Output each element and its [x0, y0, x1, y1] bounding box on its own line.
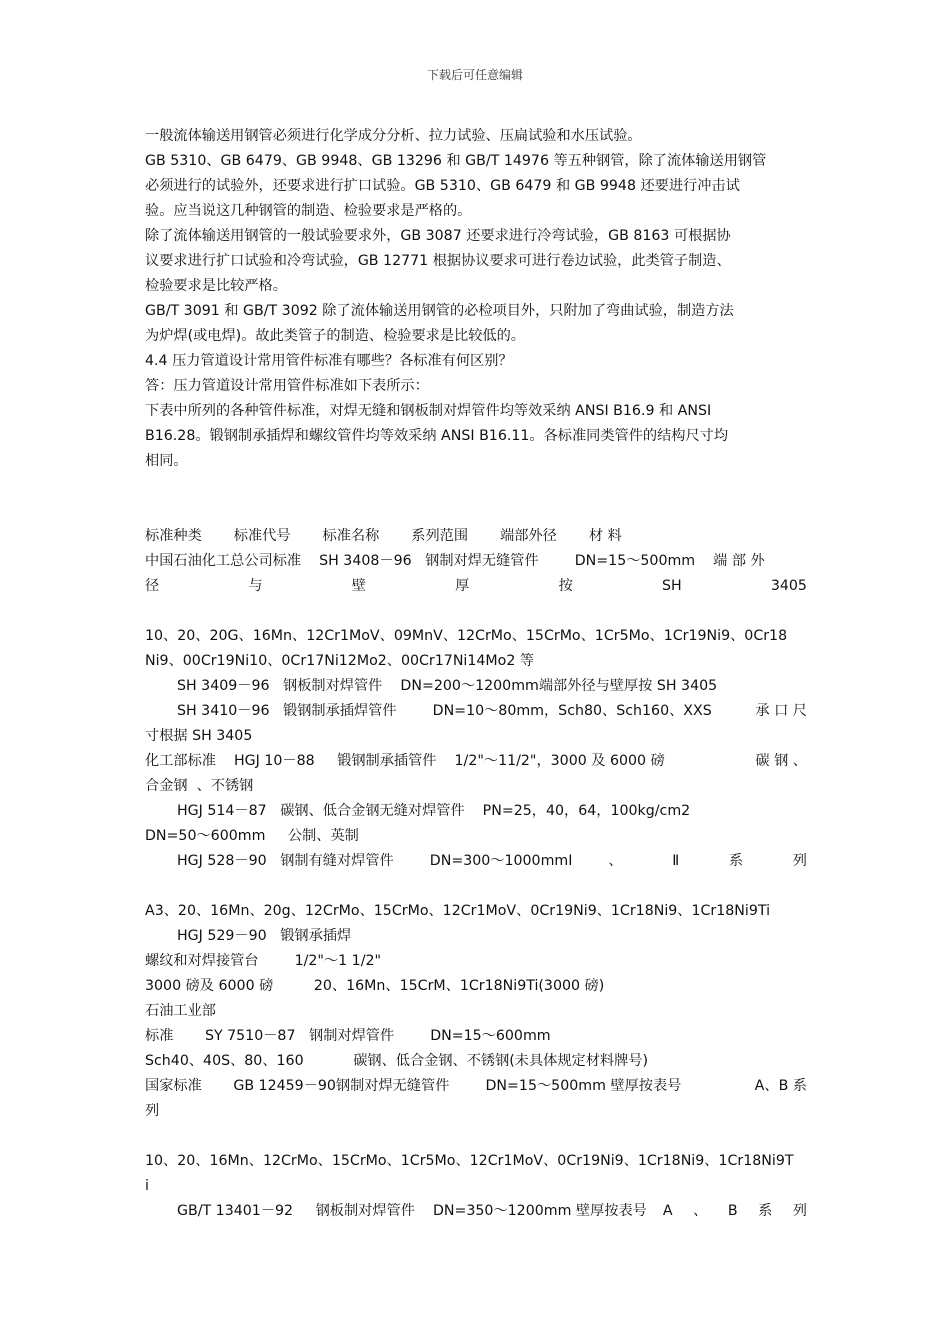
table-row	[145, 849, 807, 874]
row-left-text: 国家标准 GB 12459－90钢制对焊无缝管件 DN=15～500mm 壁厚按表号	[145, 1078, 682, 1094]
table-header-cell: 系列范围	[411, 528, 469, 544]
answer-line: 答：压力管道设计常用管件标准如下表所示：	[145, 378, 429, 394]
table-row: 10、20、20G、16Mn、12Cr1MoV、09MnV、12CrMo、15CrMo、1Cr5Mo、1Cr19Ni9、0Cr18	[145, 628, 788, 644]
table-row: 螺纹和对焊接管台 1/2"～1 1/2"	[145, 953, 382, 969]
justified-word: 系	[758, 1203, 773, 1219]
justified-word: 与	[248, 578, 263, 594]
table-row: 3000 磅及 6000 磅 20、16Mn、15CrM、1Cr18Ni9Ti(3000 磅)	[145, 978, 605, 994]
justified-word: 、	[608, 853, 623, 869]
row-right-text: A、B 系	[754, 1078, 807, 1094]
table-header-cell: 标准代号	[233, 528, 291, 544]
paragraph-line: B16.28。锻钢制承插焊和螺纹管件均等效采纳 ANSI B16.11。各标准同类管件的结构尺寸均	[145, 428, 729, 444]
table-row: 10、20、16Mn、12CrMo、15CrMo、1Cr5Mo、12Cr1MoV、0Cr19Ni9、1Cr18Ni9、1Cr18Ni9T	[145, 1153, 794, 1169]
table-row	[145, 699, 807, 724]
justified-word: 3405	[770, 578, 807, 594]
page-header: 下载后可任意编辑	[426, 68, 523, 82]
justified-word: A	[662, 1203, 673, 1219]
row-left-text: 化工部标准 HGJ 10－88 锻钢制承插管件 1/2"～11/2"，3000 及 6000 磅	[145, 753, 665, 769]
justified-word: 壁	[351, 578, 366, 594]
justified-word: SH	[661, 578, 682, 594]
paragraph-line: 为炉焊(或电焊)。故此类管子的制造、检验要求是比较低的。	[145, 328, 525, 344]
paragraph-line: GB/T 3091 和 GB/T 3092 除了流体输送用钢管的必检项目外，只附加了弯曲试验，制造方法	[145, 303, 734, 319]
question-heading: 4.4 压力管道设计常用管件标准有哪些？各标准有何区别？	[145, 353, 513, 369]
table-row: A3、20、16Mn、20g、12CrMo、15CrMo、12Cr1MoV、0Cr19Ni9、1Cr18Ni9、1Cr18Ni9Ti	[145, 903, 771, 919]
paragraph-line: 必须进行的试验外，还要求进行扩口试验。GB 5310、GB 6479 和 GB 9948 还要进行冲击试	[145, 178, 740, 194]
table-row: 寸根据 SH 3405	[145, 728, 253, 744]
paragraph-line: 除了流体输送用钢管的一般试验要求外，GB 3087 还要求进行冷弯试验，GB 8163 可根据协	[145, 228, 731, 244]
paragraph-line: 议要求进行扩口试验和冷弯试验，GB 12771 根据协议要求可进行卷边试验，此类管子制造、	[145, 253, 731, 269]
table-row: 石油工业部	[145, 1003, 216, 1019]
justified-word: 径	[145, 578, 160, 594]
paragraph-line: 一般流体输送用钢管必须进行化学成分分析、拉力试验、压扁试验和水压试验。	[145, 128, 642, 144]
table-row: HGJ 514－87 碳钢、低合金钢无缝对焊管件 PN=25，40，64，100kg/cm2	[177, 803, 691, 819]
row-right-text: 承 口 尺	[755, 703, 807, 719]
table-row	[145, 1074, 807, 1099]
justified-word: 系	[728, 853, 744, 869]
row-left-text: GB/T 13401－92 钢板制对焊管件 DN=350～1200mm 壁厚按表号	[177, 1203, 647, 1219]
table-row: 标准 SY 7510－87 钢制对焊管件 DN=15～600mm	[145, 1028, 551, 1044]
paragraph-line: 检验要求是比较严格。	[145, 278, 287, 294]
table-row: 列	[145, 1103, 160, 1119]
table-header	[145, 524, 807, 549]
table-header-cell: 标准种类	[145, 528, 202, 544]
paragraph-line: 验。应当说这几种钢管的制造、检验要求是严格的。	[145, 203, 472, 219]
row-right-text: 碳 钢 、	[755, 753, 807, 769]
justified-word: B	[727, 1203, 738, 1219]
table-row	[145, 574, 807, 599]
paragraph-line: GB 5310、GB 6479、GB 9948、GB 13296 和 GB/T 14976 等五种钢管，除了流体输送用钢管	[145, 153, 767, 169]
table-row: Sch40、40S、80、160 碳钢、低合金钢、不锈钢(未具体规定材料牌号)	[145, 1053, 649, 1069]
justified-word: 按	[558, 578, 573, 594]
document-body	[145, 124, 807, 1224]
table-header-cell: 材 料	[588, 528, 622, 544]
row-left-text: SH 3410－96 锻钢制承插焊管件 DN=10～80mm，Sch80、Sch160、XXS	[177, 703, 712, 719]
table-header-cell: 标准名称	[322, 528, 380, 544]
table-header-cell: 端部外径	[500, 528, 557, 544]
table-row: i	[145, 1178, 149, 1194]
table-row	[145, 1199, 807, 1224]
table-row	[145, 749, 807, 774]
justified-word: 、	[693, 1203, 708, 1219]
justified-word: 列	[792, 1203, 807, 1219]
table-row: HGJ 529－90 锻钢承插焊	[177, 928, 352, 944]
table-row: 合金钢 、不锈钢	[145, 778, 254, 794]
justified-word: Ⅱ	[672, 853, 680, 869]
row-left-text: HGJ 528－90 钢制有缝对焊管件 DN=300～1000mmⅠ	[177, 853, 573, 869]
paragraph-line: 下表中所列的各种管件标准，对焊无缝和钢板制对焊管件均等效采纳 ANSI B16.9 和 ANSI	[145, 403, 712, 419]
table-row: SH 3409－96 钢板制对焊管件 DN=200～1200mm端部外径与壁厚按 SH 3405	[177, 678, 718, 694]
table-row: DN=50～600mm 公制、英制	[145, 828, 359, 844]
justified-word: 厚	[455, 578, 470, 594]
paragraph-line: 相同。	[145, 453, 188, 469]
table-row: 中国石油化工总公司标准 SH 3408－96 钢制对焊无缝管件 DN=15～500mm 端 部 外	[145, 553, 765, 569]
justified-word: 列	[792, 853, 807, 869]
table-row: Ni9、00Cr19Ni10、0Cr17Ni12Mo2、00Cr17Ni14Mo2 等	[145, 653, 535, 669]
